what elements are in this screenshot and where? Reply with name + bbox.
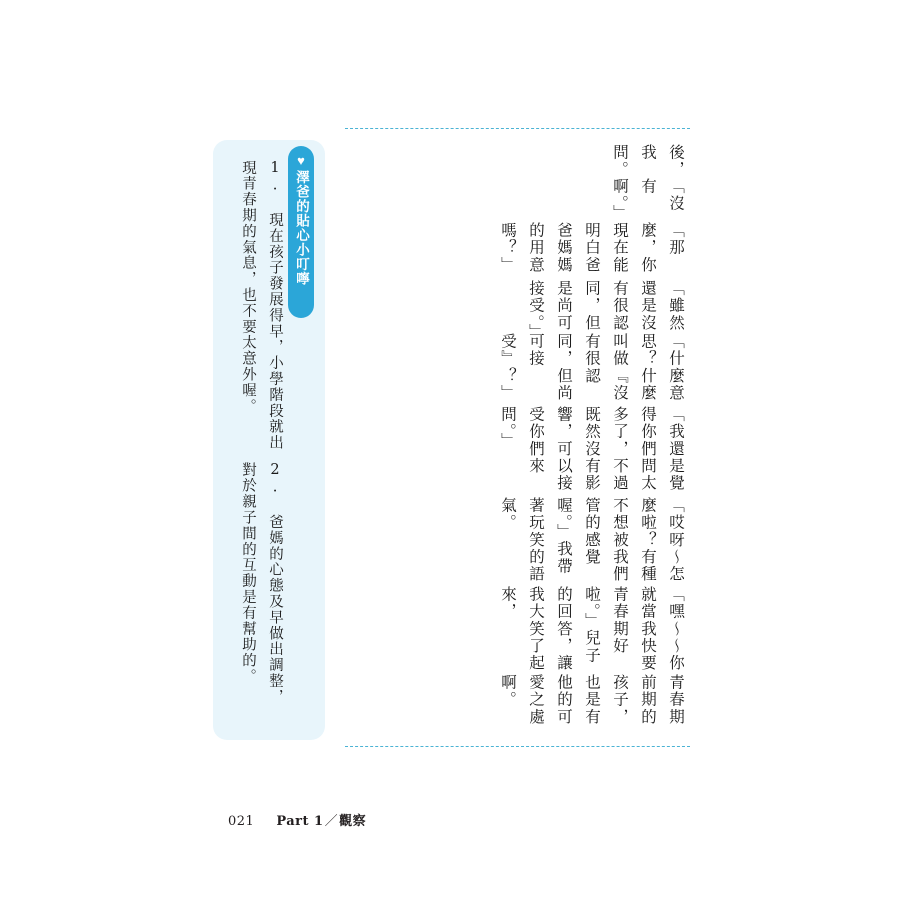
body-paragraph: 「雖然還是沒有很認同，但是尚可接受。」 (527, 279, 685, 341)
body-paragraph: 「嘿～～你就當我快要青春期好啦。」兒子的回答，讓我大笑了起來， (499, 585, 685, 672)
body-paragraph: 「沒有啊。」 (611, 178, 685, 222)
body-paragraph: 後，我問。 (611, 144, 685, 179)
heart-icon: ♥ (297, 153, 305, 168)
tip-box-tab (288, 146, 314, 318)
page-number: 021 (228, 814, 255, 829)
part-separator: ／ (324, 814, 339, 829)
top-divider-rule (345, 128, 690, 129)
body-paragraph: 青春期前期的孩子，也是有他的可愛之處啊。 (499, 674, 685, 726)
body-paragraph: 「哎呀～怎麼啦？有種不想被我們管的感覺喔。」我帶著玩笑的語氣。 (499, 497, 685, 583)
body-paragraph: 「那麼，你現在能明白爸爸媽媽的用意嗎？」 (499, 221, 685, 274)
part-label-text: Part 1 (276, 814, 324, 829)
bottom-divider-rule (345, 746, 690, 747)
vertical-body-text (345, 144, 690, 732)
body-paragraph: 「什麼意思？什麼叫做『沒有很認同，但尚可接受』？」 (499, 333, 685, 402)
part-title-text: 觀察 (339, 814, 367, 829)
tip-list-item: 1. 現在孩子發展得早，小學階段就出現青春期的氣息，也不要太意外喔。 (240, 160, 283, 451)
part-breadcrumb (276, 810, 366, 829)
body-paragraph: 「我還是覺得你們問太多了，不過既然沒有影響，可以接受你們來問。」 (499, 405, 685, 492)
tip-box-title: 澤爸的貼心小叮嚀 (293, 170, 309, 286)
tip-list (222, 160, 288, 720)
tip-list-item: 2. 爸媽的心態及早做出調整，對於親子間的互動是有幫助的。 (240, 462, 283, 706)
page-footer (228, 810, 366, 829)
body-text-area (345, 128, 690, 748)
